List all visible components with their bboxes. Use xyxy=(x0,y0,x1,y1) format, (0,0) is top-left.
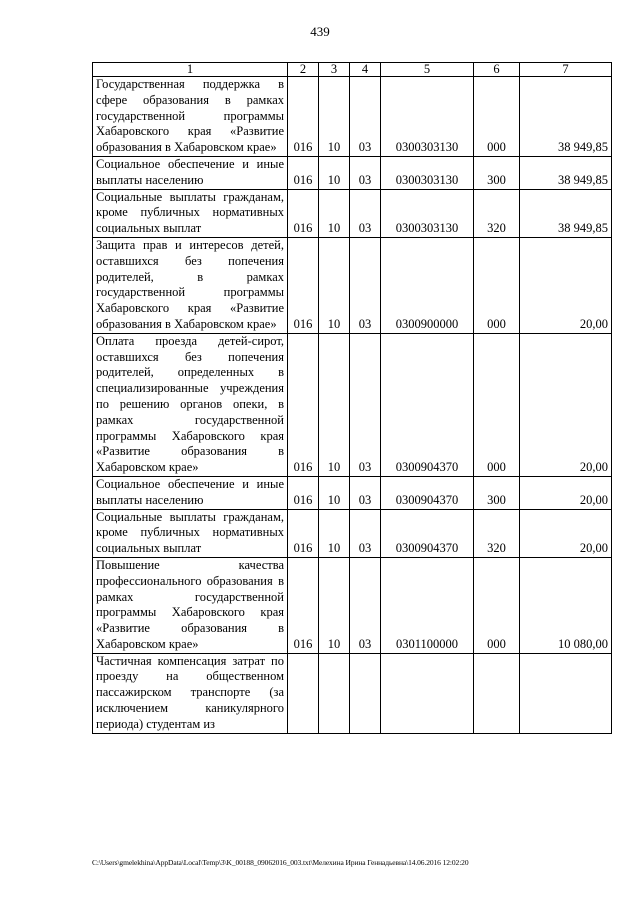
page-number: 439 xyxy=(310,24,330,39)
row-podrazdel: 03 xyxy=(350,476,381,509)
table-row xyxy=(93,189,612,237)
row-ved xyxy=(288,653,319,733)
row-podrazdel: 03 xyxy=(350,77,381,157)
row-ved: 016 xyxy=(288,476,319,509)
column-header: 3 xyxy=(319,63,350,77)
row-amount: 38 949,85 xyxy=(520,77,612,157)
row-razdel: 10 xyxy=(319,156,350,189)
column-header: 5 xyxy=(381,63,474,77)
row-description: Социальные выплаты гражданам, кроме публичных нормативных социальных выплат xyxy=(93,189,288,237)
table-row xyxy=(93,509,612,557)
row-amount: 20,00 xyxy=(520,509,612,557)
row-description: Защита прав и интересов детей, оставшихся без попечения родителей, в рамках государственной программы Хабаровского края «Развитие образования в Хабаровском крае» xyxy=(93,237,288,333)
row-podrazdel: 03 xyxy=(350,333,381,476)
table-row xyxy=(93,77,612,157)
row-description: Социальное обеспечение и иные выплаты населению xyxy=(93,476,288,509)
row-ved: 016 xyxy=(288,189,319,237)
table-row xyxy=(93,476,612,509)
row-vr: 300 xyxy=(474,156,520,189)
row-description: Государственная поддержка в сфере образования в рамках государственной программы Хабаровского края «Развитие образования в Хабаровском крае» xyxy=(93,77,288,157)
row-description: Социальное обеспечение и иные выплаты населению xyxy=(93,156,288,189)
footer-file-path: C:\Users\gmelekhina\AppData\Local\Temp\3\K_00188_09062016_003.txt\Мелехина Ирина Геннадьевна\14.06.2016 12:02:20 xyxy=(92,858,469,867)
row-amount: 10 080,00 xyxy=(520,557,612,653)
row-csr xyxy=(381,653,474,733)
row-razdel: 10 xyxy=(319,476,350,509)
row-amount: 38 949,85 xyxy=(520,156,612,189)
row-description: Частичная компенсация затрат по проезду на общественном пассажирском транспорте (за исключением каникулярного периода) студентам из xyxy=(93,653,288,733)
table-row xyxy=(93,156,612,189)
row-razdel: 10 xyxy=(319,333,350,476)
row-description: Социальные выплаты гражданам, кроме публичных нормативных социальных выплат xyxy=(93,509,288,557)
row-amount: 20,00 xyxy=(520,476,612,509)
row-vr: 320 xyxy=(474,509,520,557)
row-vr: 320 xyxy=(474,189,520,237)
row-podrazdel xyxy=(350,653,381,733)
row-vr: 300 xyxy=(474,476,520,509)
row-razdel: 10 xyxy=(319,557,350,653)
row-ved: 016 xyxy=(288,333,319,476)
row-description: Оплата проезда детей-сирот, оставшихся без попечения родителей, определенных в специализированные учреждения по решению органов опеки, в рамках государственной программы Хабаровского края «Развитие образования в Хабаровском крае» xyxy=(93,333,288,476)
row-podrazdel: 03 xyxy=(350,156,381,189)
table-row xyxy=(93,237,612,333)
row-csr: 0300303130 xyxy=(381,156,474,189)
row-vr: 000 xyxy=(474,557,520,653)
row-razdel: 10 xyxy=(319,237,350,333)
column-header: 4 xyxy=(350,63,381,77)
budget-table xyxy=(92,62,612,734)
row-razdel: 10 xyxy=(319,189,350,237)
row-amount: 20,00 xyxy=(520,237,612,333)
column-header: 6 xyxy=(474,63,520,77)
row-vr: 000 xyxy=(474,77,520,157)
row-ved: 016 xyxy=(288,156,319,189)
row-csr: 0300904370 xyxy=(381,333,474,476)
row-razdel: 10 xyxy=(319,77,350,157)
row-ved: 016 xyxy=(288,557,319,653)
row-csr: 0300303130 xyxy=(381,189,474,237)
row-podrazdel: 03 xyxy=(350,509,381,557)
row-amount: 20,00 xyxy=(520,333,612,476)
row-amount xyxy=(520,653,612,733)
row-vr xyxy=(474,653,520,733)
row-ved: 016 xyxy=(288,77,319,157)
row-ved: 016 xyxy=(288,237,319,333)
row-csr: 0300303130 xyxy=(381,77,474,157)
row-podrazdel: 03 xyxy=(350,557,381,653)
column-header: 1 xyxy=(93,63,288,77)
row-csr: 0300904370 xyxy=(381,476,474,509)
row-ved: 016 xyxy=(288,509,319,557)
row-csr: 0301100000 xyxy=(381,557,474,653)
table-row xyxy=(93,653,612,733)
row-csr: 0300900000 xyxy=(381,237,474,333)
row-description: Повышение качества профессионального образования в рамках государственной программы Хабаровского края «Развитие образования в Хабаровском крае» xyxy=(93,557,288,653)
column-header: 2 xyxy=(288,63,319,77)
row-razdel: 10 xyxy=(319,509,350,557)
row-podrazdel: 03 xyxy=(350,237,381,333)
row-csr: 0300904370 xyxy=(381,509,474,557)
row-podrazdel: 03 xyxy=(350,189,381,237)
header-row xyxy=(93,63,612,77)
row-vr: 000 xyxy=(474,237,520,333)
table-row xyxy=(93,557,612,653)
row-razdel xyxy=(319,653,350,733)
row-vr: 000 xyxy=(474,333,520,476)
column-header: 7 xyxy=(520,63,612,77)
row-amount: 38 949,85 xyxy=(520,189,612,237)
table-row xyxy=(93,333,612,476)
